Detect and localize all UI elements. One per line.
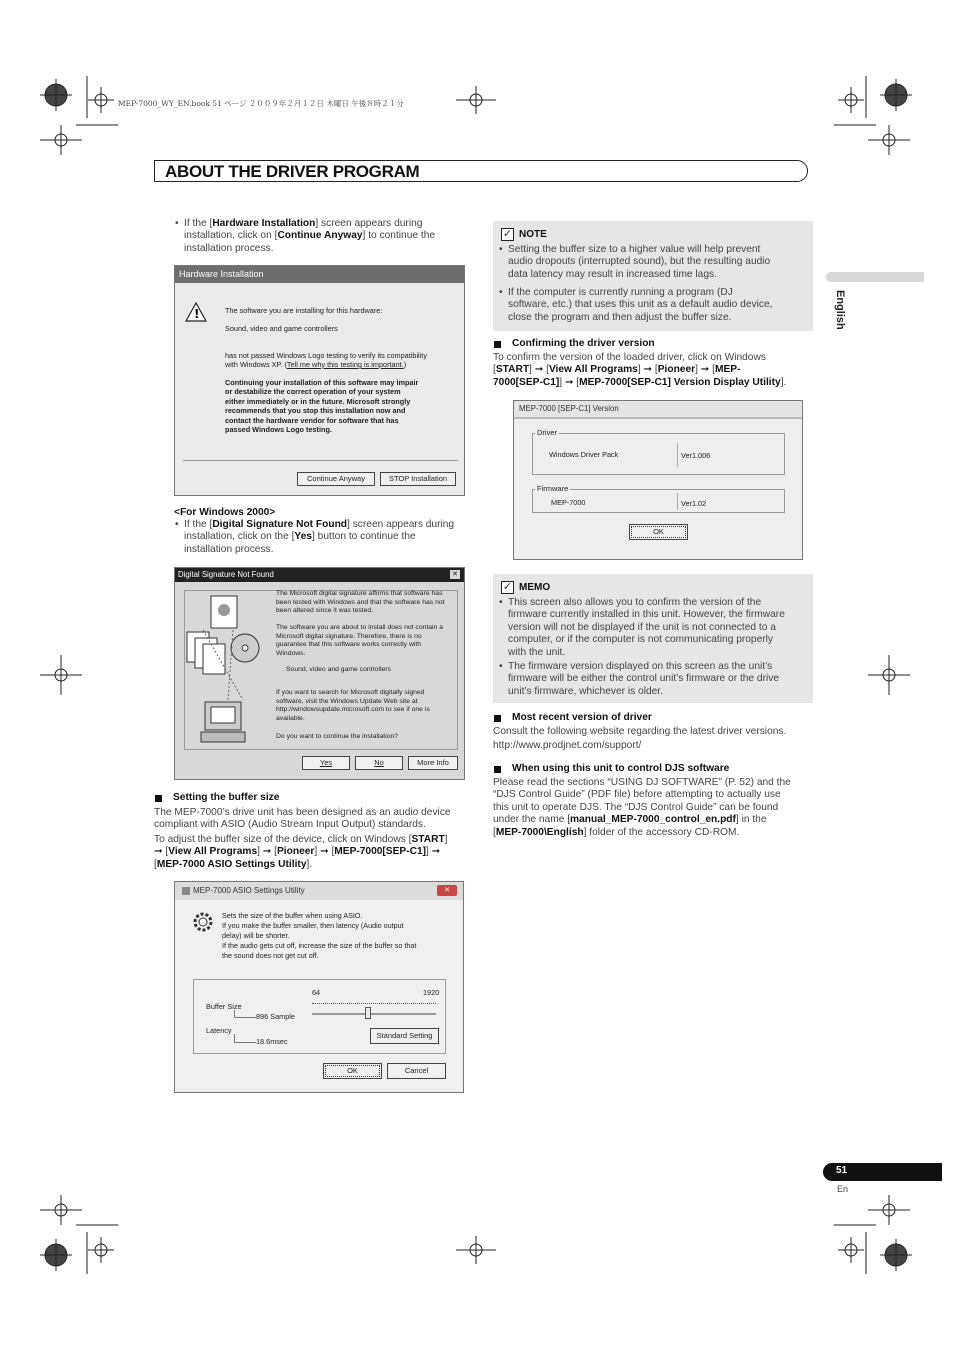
text: ] to continue the: [362, 230, 436, 242]
svg-text:!: !: [194, 307, 200, 321]
slider-thumb[interactable]: [365, 1007, 371, 1019]
text-line: • If the computer is currently running a program (DJ: [508, 287, 733, 298]
hw-line1: The software you are installing for this hardware:: [225, 306, 383, 315]
text-line: been altered since it was tested.: [276, 607, 374, 615]
note-heading: NOTE: [519, 229, 547, 240]
text: ): [403, 360, 407, 369]
latency-label: Latency: [206, 1026, 232, 1035]
language-tab: [826, 272, 924, 282]
djs-heading: When using this unit to control DJS software: [512, 763, 730, 774]
warning-line: either immediately or in the future. Microsoft strongly: [225, 396, 411, 406]
text: installation process.: [184, 543, 274, 555]
yes-button[interactable]: Yes: [302, 756, 350, 770]
text-line: version will not be displayed if the unit is not connected to a: [508, 621, 776, 633]
warning-line: contact the hardware vendor for software that has: [225, 415, 399, 425]
close-icon[interactable]: ✕: [437, 885, 457, 896]
text-line: software, visit the Windows Update Web site at: [276, 697, 418, 705]
language-tab-label: English: [834, 290, 846, 330]
text-line: data latency may result in increased time lags.: [508, 268, 717, 280]
memo-box: [493, 574, 813, 703]
text-line: firmware currently installed in this unit. However, the firmware: [508, 609, 785, 621]
digital-signature-dialog: [174, 567, 465, 780]
driver-group-label: Driver: [537, 428, 557, 437]
warning-icon: [185, 302, 207, 322]
recent-version-heading: Most recent version of driver: [512, 712, 652, 723]
text-line: The software you are about to install does not contain a: [276, 624, 444, 631]
text-line: firmware will be either the control unit’s firmware or the drive: [508, 673, 780, 685]
dialog-title: Hardware Installation: [175, 266, 464, 283]
text-bold: View All Programs: [548, 364, 638, 376]
text-line: http://windowsupdate.microsoft.com to see if one is: [276, 706, 430, 714]
text: [: [493, 826, 496, 838]
ds-question: Do you want to continue the installation?: [276, 733, 399, 740]
text-line: audio dropouts (interrupted sound), but the resulting audio: [508, 256, 771, 268]
firmware-group-label: Firmware: [537, 484, 569, 493]
text-line: software, etc.) that uses this unit as a default audio device,: [508, 299, 773, 311]
note-bullet-1: [508, 244, 808, 281]
text-line: “DJS Control Guide” (PDF file) before attempting to actually use: [493, 789, 781, 801]
djs-text: [493, 777, 813, 839]
arrow: ➞: [564, 376, 574, 388]
text-line: Windows.: [276, 649, 306, 657]
memo-heading: MEMO: [519, 582, 551, 593]
text-line: been tested with Windows and that the software has not: [276, 598, 445, 606]
text-line: Consult the following website regarding the latest driver versions.: [493, 726, 787, 737]
section-bullet-square: [494, 766, 501, 773]
dialog-title: Digital Signature Not Found: [175, 568, 464, 582]
slider-min: 64: [312, 988, 321, 997]
text-bold: Hardware Installation: [212, 218, 316, 229]
text-line: available.: [276, 714, 305, 722]
latency-value: 18.6msec: [256, 1037, 288, 1046]
text: installation, click on [: [184, 230, 278, 242]
text-line: delay) will be shorter.: [222, 931, 290, 940]
hw-line2: Sound, video and game controllers: [225, 324, 338, 333]
hw-install-bullet: [184, 218, 474, 255]
text-line: The Microsoft digital signature affirms that software has: [276, 590, 443, 597]
digital-signature-bullet: [184, 519, 474, 556]
memo-bullet-1: [508, 597, 808, 659]
ok-button[interactable]: OK: [323, 1063, 382, 1079]
arrow: ➞: [154, 846, 163, 858]
hardware-installation-dialog: [174, 265, 465, 496]
text-bold: Yes: [294, 531, 312, 543]
slider-ticks: [312, 1003, 436, 1007]
text-line: If the audio gets cut off, increase the size of the buffer so that: [222, 941, 417, 950]
page-language: En: [837, 1184, 849, 1194]
warning-line: passed Windows Logo testing.: [225, 425, 332, 435]
page-number: 51: [836, 1165, 848, 1176]
text-bold: START: [411, 833, 445, 845]
buffer-size-label: Buffer Size: [206, 1002, 242, 1011]
ok-button[interactable]: OK: [629, 524, 688, 540]
memo-bullet-2: [508, 661, 808, 698]
windows-2000-heading: <For Windows 2000>: [174, 507, 276, 518]
arrow: ➞: [262, 846, 272, 858]
hw-line4: [225, 360, 406, 369]
text-bold: MEP-7000 ASIO Settings Utility: [156, 858, 307, 870]
arrow: ➞: [431, 846, 441, 858]
slider-max: 1920: [423, 988, 440, 997]
version-dialog: [513, 400, 803, 560]
text-line: Please read the sections “USING DJ SOFTWARE” (P. 52) and the: [493, 777, 791, 788]
dialog-title: MEP-7000 ASIO Settings Utility: [175, 882, 463, 900]
arrow: ➞: [643, 364, 653, 376]
standard-setting-button[interactable]: Standard Setting: [370, 1028, 439, 1044]
text-line: Microsoft digital signature. Therefore, there is no: [276, 632, 422, 640]
text-bold: MEP-: [715, 364, 741, 376]
hw-warning: [225, 378, 418, 434]
text: ] in the: [735, 814, 767, 826]
text-bold: MEP-7000[SEP-C1]: [334, 846, 426, 858]
firmware-name: MEP-7000: [551, 498, 586, 507]
ds-paragraph-1: [276, 590, 445, 616]
text-line: compliant with ASIO (Audio Stream Input Output) standards.: [154, 819, 426, 831]
note-bullet-2: [508, 287, 808, 324]
text-line: unit’s firmware, whichever is older.: [508, 685, 663, 697]
support-url[interactable]: http://www.prodjnet.com/support/: [493, 740, 642, 752]
buffer-size-text: The MEP-7000’s drive unit has been designed as an audio device compliant with ASIO (Audio Stream Input Output) standards. To adjust the buffer size of the device, click on Windows [START] ➞ [View All Programs] ➞ [Pioneer] ➞ [MEP-7000[SEP-C1]] ➞ [MEP-7000 ASIO Settings Utility].: [154, 807, 474, 871]
hw-line3: has not passed Windows Logo testing to verify its compatibility: [225, 351, 427, 360]
section-bullet-square: [155, 795, 162, 802]
firmware-version: Ver1.02: [681, 499, 707, 508]
buffer-size-heading: Setting the buffer size: [173, 792, 280, 803]
arrow: ➞: [320, 846, 329, 858]
more-info-button[interactable]: More Info: [408, 756, 458, 770]
ds-paragraph-2: [276, 624, 443, 658]
driver-name: Windows Driver Pack: [549, 450, 619, 459]
text-bold: Pioneer: [657, 364, 696, 376]
title-divider: [514, 417, 802, 419]
page-title: ABOUT THE DRIVER PROGRAM: [165, 162, 420, 181]
text: installation, click on the [: [184, 531, 295, 543]
text: If the [: [184, 519, 213, 530]
text: ] folder of the accessory CD-ROM.: [583, 826, 740, 838]
checkmark-icon: ✓: [502, 228, 513, 240]
text: under the name [: [493, 814, 571, 826]
text-line: this unit to operate DJS. The “DJS Control Guide” can be found: [493, 801, 779, 813]
text-line: close the program and then adjust the buffer size.: [508, 311, 732, 323]
confirm-version-text: To confirm the version of the loaded driver, click on Windows [START] ➞ [View All Programs] ➞ [Pioneer] ➞ [MEP- 7000[SEP-C1]] ➞ [MEP-7000[SEP-C1] Version Display Utility].: [493, 352, 813, 389]
text-bold: START: [495, 364, 530, 376]
text-line: Sets the size of the buffer when using ASIO.: [222, 911, 363, 920]
note-box: [493, 221, 813, 331]
buffer-size-value: 896 Sample: [256, 1012, 295, 1021]
text: ] screen appears during: [315, 218, 423, 229]
text-line: The MEP-7000’s drive unit has been designed as an audio device: [154, 807, 451, 818]
warning-line: recommends that you stop this installation now and: [225, 406, 406, 416]
gear-icon: [191, 910, 215, 934]
text-line: To confirm the version of the loaded driver, click on Windows: [493, 352, 766, 363]
text-line: If you want to search for Microsoft digitally signed: [276, 689, 425, 696]
text: ] screen appears during: [347, 519, 455, 530]
no-button[interactable]: No: [355, 756, 403, 770]
text-line: with the unit.: [508, 646, 566, 658]
ds-device-name: Sound, video and game controllers: [286, 666, 392, 673]
text-bold: MEP-7000\English: [495, 826, 584, 838]
warning-line: Continuing your installation of this software may impair: [225, 378, 419, 387]
divider: [183, 460, 458, 461]
column-divider: [677, 493, 678, 510]
checkmark-icon: ✓: [502, 581, 513, 593]
ds-paragraph-4: [276, 689, 430, 723]
dialog-title: MEP-7000 [SEP-C1] Version: [514, 401, 802, 417]
buffer-size-slider[interactable]: [312, 1001, 436, 1021]
recent-version-text: [493, 726, 813, 753]
text: installation process.: [184, 242, 274, 254]
confirm-version-heading: Confirming the driver version: [512, 338, 655, 349]
arrow: ➞: [534, 364, 544, 376]
asio-description: [222, 911, 416, 961]
text-bold: Pioneer: [277, 846, 315, 858]
text: ]: [444, 833, 448, 845]
text-bold: MEP-7000[SEP-C1] Version Display Utility: [579, 376, 781, 388]
column-divider: [677, 443, 678, 467]
text: If the [: [184, 218, 213, 229]
slider-track: [312, 1013, 436, 1015]
text-bold: 7000[SEP-C1]: [493, 376, 560, 388]
text-line: computer, or if the computer is not communicating properly: [508, 634, 773, 646]
book-info-line: MEP-7000_WY_EN.book 51 ページ ２００９年２月１２日 木曜日 午後８時２１分: [118, 99, 404, 108]
app-icon: [181, 886, 191, 896]
text-bold: Digital Signature Not Found: [212, 519, 348, 530]
text-line: guarantee that this software works correctly with: [276, 641, 422, 649]
text-line: If you make the buffer smaller, then latency (Audio output: [222, 921, 404, 930]
text-bold: Continue Anyway: [277, 230, 363, 242]
stop-installation-button[interactable]: STOP Installation: [380, 472, 456, 486]
text: To adjust the buffer size of the device, click on Windows [: [154, 833, 412, 845]
text: with Windows XP. (: [225, 360, 287, 369]
cancel-button[interactable]: Cancel: [387, 1063, 446, 1079]
section-bullet-square: [494, 715, 501, 722]
connector-line: [234, 1034, 256, 1043]
driver-version: Ver1.006: [681, 451, 711, 460]
text-line: the sound does not get cut off.: [222, 951, 319, 960]
text-bold: View All Programs: [168, 846, 258, 858]
arrow: ➞: [700, 364, 710, 376]
connector-line: [234, 1010, 256, 1018]
close-icon[interactable]: ✕: [450, 570, 460, 579]
text-bold: manual_MEP-7000_control_en.pdf: [570, 814, 736, 826]
text-line: • The firmware version displayed on this screen as the unit’s: [508, 661, 773, 672]
continue-anyway-button[interactable]: Continue Anyway: [297, 472, 375, 486]
text: ] button to continue the: [312, 531, 416, 543]
tell-me-why-link[interactable]: Tell me why this testing is important.: [286, 360, 404, 369]
section-bullet-square: [494, 341, 501, 348]
text-line: • Setting the buffer size to a higher value will help prevent: [508, 244, 761, 255]
warning-line: or destabilize the correct operation of your system: [225, 387, 401, 397]
asio-settings-dialog: [174, 881, 464, 1093]
text-line: • This screen also allows you to confirm the version of the: [508, 597, 762, 608]
